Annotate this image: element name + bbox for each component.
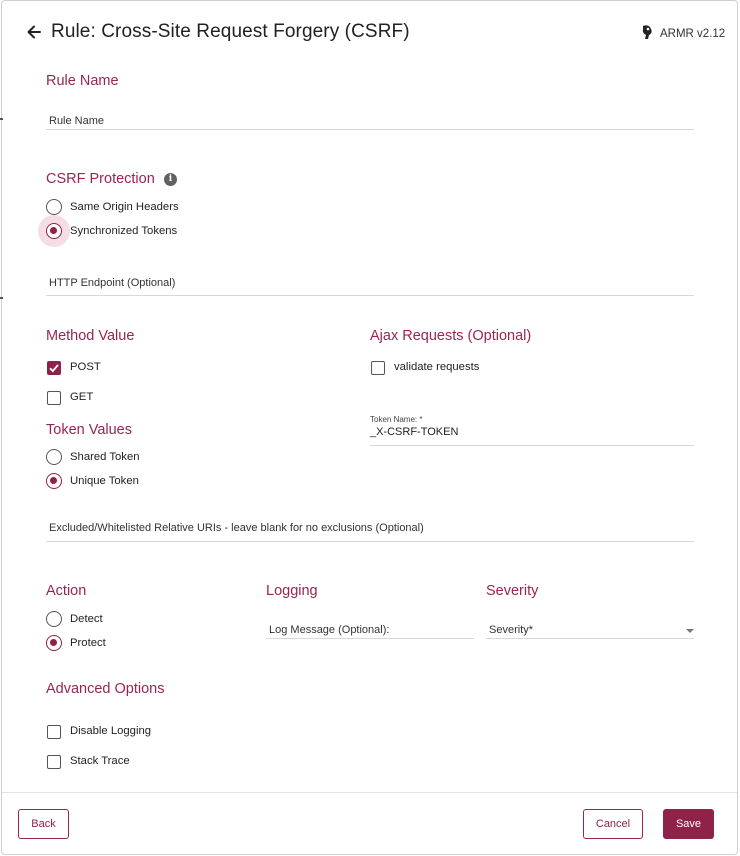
radio-synchronized-tokens[interactable] [46,223,62,239]
checkbox-get-label: GET [70,391,94,403]
severity-placeholder: Severity* [489,624,534,636]
logging-heading: Logging [266,583,318,599]
checkbox-post[interactable] [47,361,61,375]
chevron-down-icon [686,629,694,633]
rule-name-placeholder: Rule Name [49,115,105,127]
edge-mark [0,118,3,120]
token-name-value: _X-CSRF-TOKEN [370,426,459,438]
csrf-protection-heading: CSRF Protection [46,171,155,187]
checkbox-disable-logging[interactable] [47,725,61,739]
checkbox-post-label: POST [70,361,101,373]
logo-icon [640,24,654,43]
checkbox-validate-requests[interactable] [371,361,385,375]
rule-name-heading: Rule Name [46,73,119,89]
http-endpoint-field[interactable] [46,271,694,296]
radio-protect[interactable] [46,635,62,651]
checkbox-validate-requests-label: validate requests [394,361,480,373]
radio-same-origin-headers[interactable] [46,199,62,215]
edge-mark [0,297,3,299]
footer-divider [2,792,737,793]
radio-detect[interactable] [46,611,62,627]
radio-unique-token-label: Unique Token [70,475,139,487]
severity-heading: Severity [486,583,539,599]
log-message-field[interactable] [266,620,474,639]
excluded-uris-placeholder: Excluded/Whitelisted Relative URIs - leave blank for no exclusions (Optional) [49,522,424,534]
version-text: ARMR v2.12 [660,27,726,40]
radio-shared-token[interactable] [46,449,62,465]
page-title: Rule: Cross-Site Request Forgery (CSRF) [51,21,410,42]
radio-protect-label: Protect [70,637,106,649]
info-icon[interactable]: i [164,173,177,186]
checkbox-stack-trace-label: Stack Trace [70,755,130,767]
checkbox-get[interactable] [47,391,61,405]
log-message-placeholder: Log Message (Optional): [269,624,390,636]
token-values-heading: Token Values [46,422,132,438]
severity-select[interactable] [486,620,694,639]
checkbox-disable-logging-label: Disable Logging [70,725,152,737]
save-button[interactable]: Save [663,809,714,839]
cancel-button[interactable]: Cancel [583,809,643,839]
ajax-requests-heading: Ajax Requests (Optional) [370,328,532,344]
method-value-heading: Method Value [46,328,135,344]
radio-same-origin-headers-label: Same Origin Headers [70,201,179,213]
rule-name-field[interactable] [46,108,694,130]
advanced-options-heading: Advanced Options [46,681,165,697]
back-button[interactable]: Back [18,809,69,839]
version-badge [640,24,725,43]
checkbox-stack-trace[interactable] [47,755,61,769]
excluded-uris-field[interactable] [46,517,694,542]
checkmark-icon [48,362,60,374]
radio-synchronized-tokens-label: Synchronized Tokens [70,225,178,237]
action-heading: Action [46,583,87,599]
radio-shared-token-label: Shared Token [70,451,140,463]
token-name-field[interactable] [370,414,694,446]
http-endpoint-placeholder: HTTP Endpoint (Optional) [49,277,176,289]
radio-unique-token[interactable] [46,473,62,489]
back-arrow-icon[interactable] [24,22,44,42]
radio-detect-label: Detect [70,613,103,625]
token-name-label: Token Name: * [370,415,423,424]
